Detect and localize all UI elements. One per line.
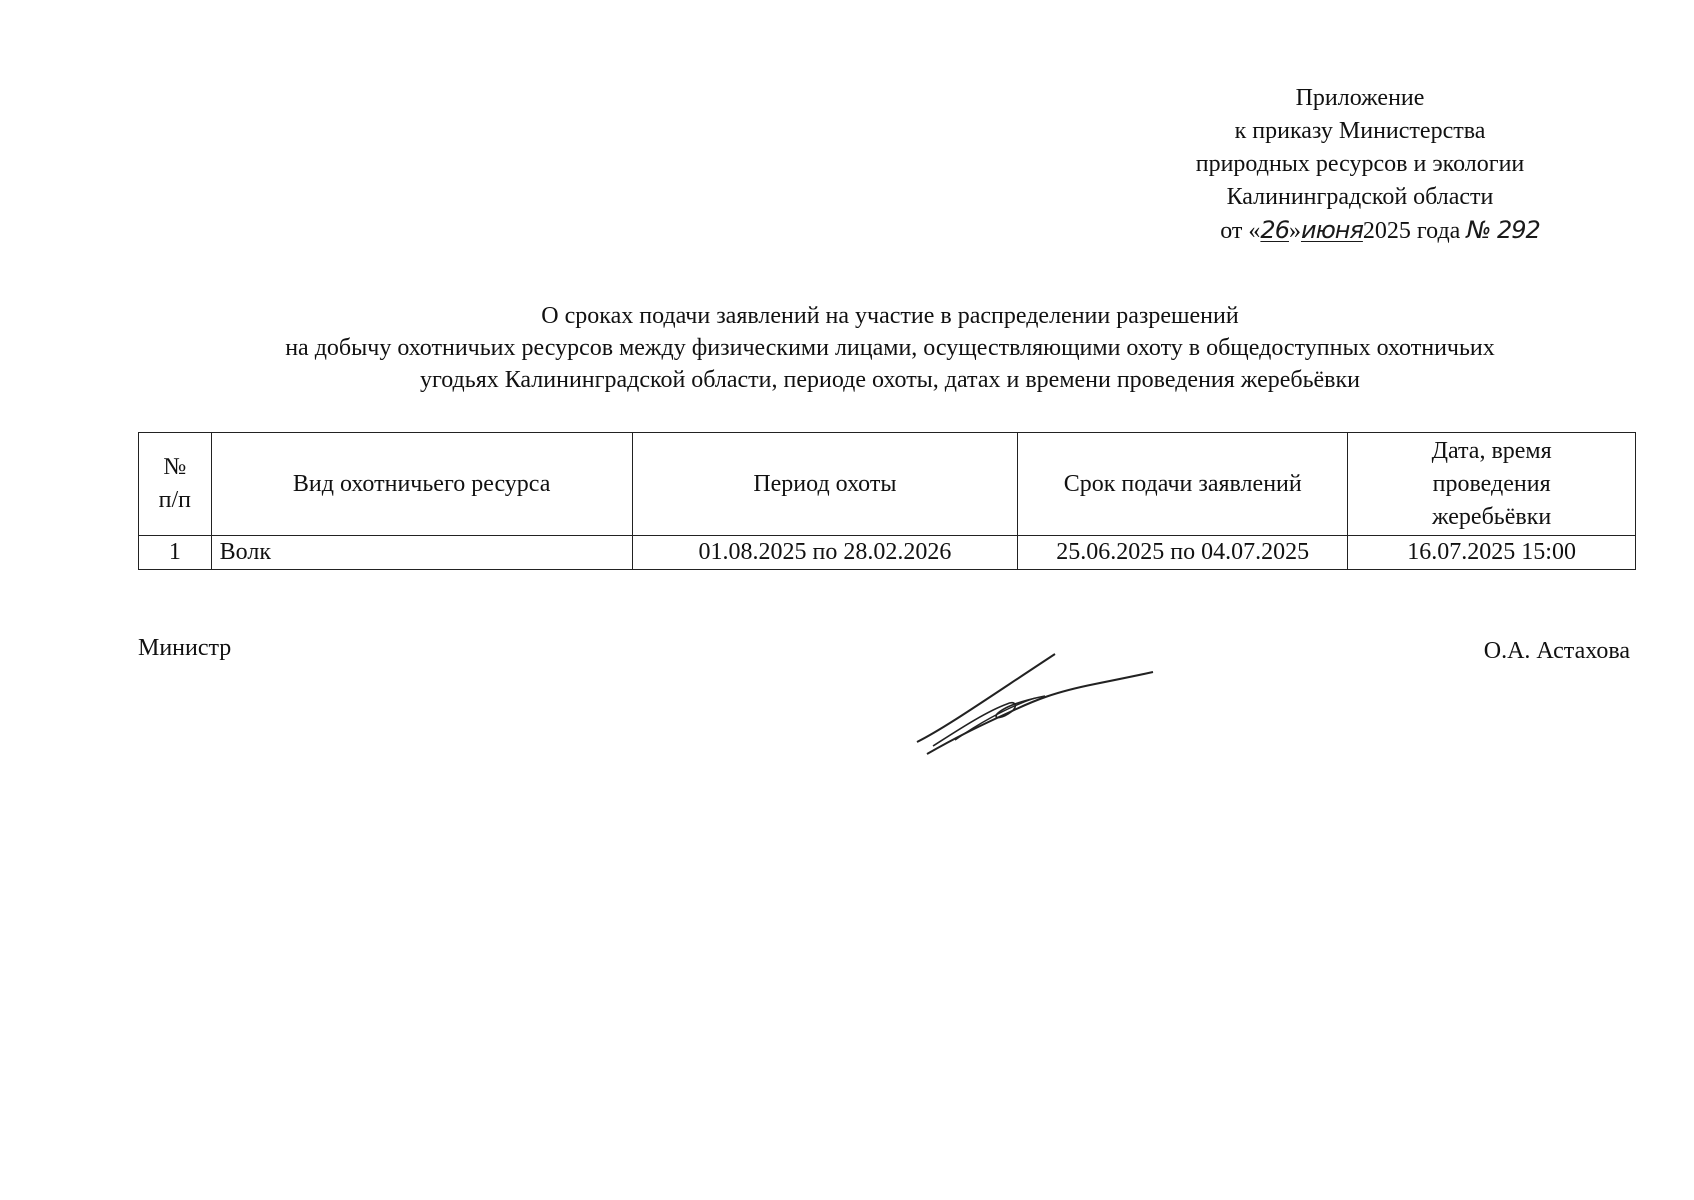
order-number-value: 292 (1496, 216, 1540, 244)
cell-resource: Волк (211, 536, 632, 570)
header-num-label: п/п (158, 487, 192, 513)
appendix-date-line (1140, 214, 1620, 248)
appendix-order-ref: к приказу Министерства (1234, 118, 1486, 144)
date-prefix: от « (1220, 218, 1261, 244)
signer-name: О.А. Астахова (1483, 638, 1630, 664)
handwritten-signature (915, 650, 1155, 760)
header-draw-line-3: жеребьёвки (1432, 503, 1552, 530)
cell-num: 1 (139, 536, 212, 570)
appendix-header (1120, 82, 1600, 248)
appendix-title: Приложение (1295, 85, 1425, 111)
header-draw-line-2: проведения (1432, 470, 1551, 497)
header-draw-line-1: Дата, время (1431, 437, 1552, 464)
title-line-2: на добычу охотничьих ресурсов между физическими лицами, осуществляющими охоту в общедоступных охотничьих (285, 335, 1495, 361)
order-number-handwritten (1466, 216, 1539, 244)
order-number-label: № (1466, 216, 1491, 244)
table-row (139, 536, 1636, 570)
cell-draw: 16.07.2025 15:00 (1348, 536, 1636, 570)
date-year: 2025 года (1362, 218, 1461, 244)
appendix-ministry: природных ресурсов и экологии (1195, 151, 1525, 177)
document-title (0, 300, 1694, 396)
header-period: Период охоты (632, 433, 1018, 536)
title-line-1: О сроках подачи заявлений на участие в распределении разрешений (541, 303, 1239, 329)
date-month-handwritten: июня (1300, 216, 1363, 244)
cell-deadline: 25.06.2025 по 04.07.2025 (1018, 536, 1348, 570)
date-mid: » (1288, 218, 1301, 244)
title-line-3: угодьях Калининградской области, периоде охоты, датах и времени проведения жеребьёвки (419, 367, 1361, 393)
date-day-handwritten: 26 (1260, 216, 1289, 244)
header-resource: Вид охотничьего ресурса (211, 433, 632, 536)
header-deadline: Срок подачи заявлений (1018, 433, 1348, 536)
signer-position: Министр (138, 635, 232, 661)
cell-period: 01.08.2025 по 28.02.2026 (632, 536, 1018, 570)
appendix-region: Калининградской области (1226, 184, 1494, 210)
header-num (139, 433, 212, 536)
schedule-table (138, 432, 1636, 570)
header-num-symbol: № (163, 454, 187, 480)
table-header-row (139, 433, 1636, 536)
header-draw (1348, 433, 1636, 536)
